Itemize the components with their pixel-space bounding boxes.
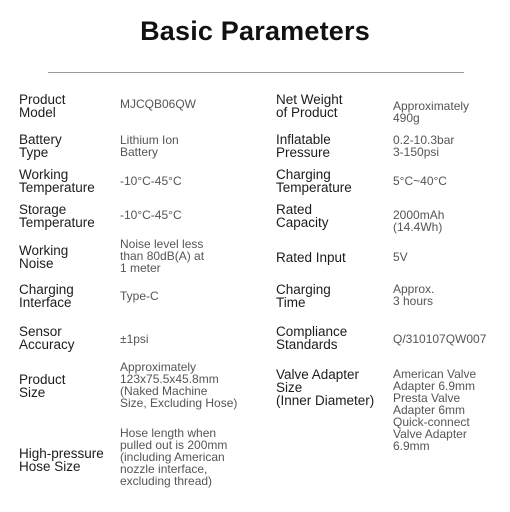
param-value-valve-adapter-size: American Valve Adapter 6.9mm Presta Valve Adapter 6mm Quick-connect Valve Adapter 6.9mm [393,367,477,453]
param-value-product-size: Approximately 123x75.5x45.8mm (Naked Machine Size, Excluding Hose) [120,360,238,410]
param-label-hose-size: High-pressure Hose Size [19,446,104,474]
param-value-storage-temperature: -10°C-45°C [120,208,182,222]
param-value-inflatable-pressure: 0.2-10.3bar 3-150psi [393,133,455,159]
param-label-product-model: Product Model [19,92,66,120]
param-value-battery-type: Lithium Ion Battery [120,133,179,159]
param-label-storage-temperature: Storage Temperature [19,202,95,230]
param-value-compliance-standards: Q/310107QW007 [393,332,487,346]
param-label-compliance-standards: Compliance Standards [276,324,348,352]
param-value-rated-capacity: 2000mAh (14.4Wh) [393,208,445,234]
param-value-charging-interface: Type-C [120,289,159,303]
param-label-rated-capacity: Rated Capacity [276,202,329,230]
title-divider [48,72,464,73]
param-value-charging-time: Approx. 3 hours [393,282,435,308]
param-label-working-noise: Working Noise [19,243,69,271]
param-value-working-temperature: -10°C-45°C [120,174,182,188]
param-label-battery-type: Battery Type [19,132,62,160]
param-value-rated-input: 5V [393,250,408,264]
param-label-product-size: Product Size [19,372,66,400]
param-label-net-weight: Net Weight of Product [276,92,343,120]
param-value-working-noise: Noise level less than 80dB(A) at 1 meter [120,237,205,275]
param-value-net-weight: Approximately 490g [393,99,470,125]
param-label-valve-adapter-size: Valve Adapter Size (Inner Diameter) [276,367,375,408]
param-value-hose-size: Hose length when pulled out is 200mm (including American nozzle interface, excluding thread) [120,426,228,488]
param-label-working-temperature: Working Temperature [19,167,95,195]
param-label-charging-temperature: Charging Temperature [276,167,352,195]
param-label-charging-time: Charging Time [276,282,331,310]
param-value-sensor-accuracy: ±1psi [120,332,149,346]
param-value-charging-temperature: 5°C~40°C [393,174,447,188]
page-title: Basic Parameters [140,16,370,46]
param-value-product-model: MJCQB06QW [120,97,197,111]
param-label-inflatable-pressure: Inflatable Pressure [276,132,331,160]
param-label-rated-input: Rated Input [276,250,346,265]
param-label-sensor-accuracy: Sensor Accuracy [19,324,75,352]
param-label-charging-interface: Charging Interface [19,282,74,310]
